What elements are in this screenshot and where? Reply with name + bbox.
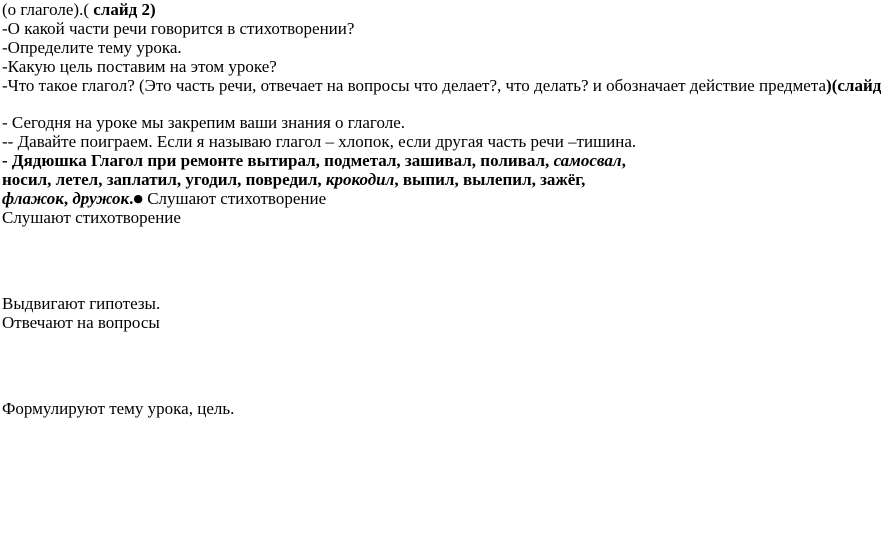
- students-answer: Отвечают на вопросы: [2, 313, 160, 332]
- slide-reference-line: [2, 0, 156, 20]
- slide-label: слайд 2): [88, 0, 156, 19]
- lesson-statement: - Сегодня на уроке мы закрепим ваши знания о глаголе.: [2, 113, 406, 132]
- poem-text-end: ,: [621, 151, 626, 170]
- poem-noun-2: дружок: [72, 189, 130, 208]
- game-instructions: -- Давайте поиграем. Если я называю глагол – хлопок, если другая часть речи –тишина.: [2, 132, 637, 151]
- poem-noun-1: флажок: [2, 189, 64, 208]
- poem-line-3: [2, 189, 326, 209]
- bullet-icon: ●: [133, 192, 143, 205]
- poem-text: - Дядюшка Глагол при ремонте вытирал, подметал, зашивал, поливал,: [2, 151, 554, 170]
- verb-definition-text: -Что такое глагол? (Это часть речи, отвечает на вопросы что делает?, что делать? и обозначает действие предмета: [2, 76, 827, 95]
- question-lesson-goal: -Какую цель поставим на этом уроке?: [2, 57, 277, 76]
- students-formulate: Формулируют тему урока, цель.: [2, 399, 235, 418]
- poem-separator: ,: [63, 189, 73, 208]
- students-listen: Слушают стихотворение: [2, 208, 181, 227]
- poem-text: носил, летел, заплатил, угодил, повредил,: [2, 170, 326, 189]
- poem-line-2: [2, 170, 585, 190]
- question-part-of-speech: -О какой части речи говорится в стихотворении?: [2, 19, 355, 38]
- poem-period: .: [129, 189, 134, 208]
- poem-noun: крокодил: [325, 170, 395, 189]
- question-lesson-topic: -Определите тему урока.: [2, 38, 182, 57]
- poem-line-1: [2, 151, 626, 171]
- students-listen-inline: Слушают стихотворение: [142, 189, 327, 208]
- poem-noun: самосвал: [553, 151, 622, 170]
- topic-text: (о глаголе).(: [2, 0, 89, 19]
- slide-label-cut: )(слайд: [826, 76, 881, 95]
- poem-text-end: , выпил, вылепил, зажёг,: [394, 170, 586, 189]
- students-hypotheses: Выдвигают гипотезы.: [2, 294, 161, 313]
- question-what-is-verb: [2, 76, 881, 96]
